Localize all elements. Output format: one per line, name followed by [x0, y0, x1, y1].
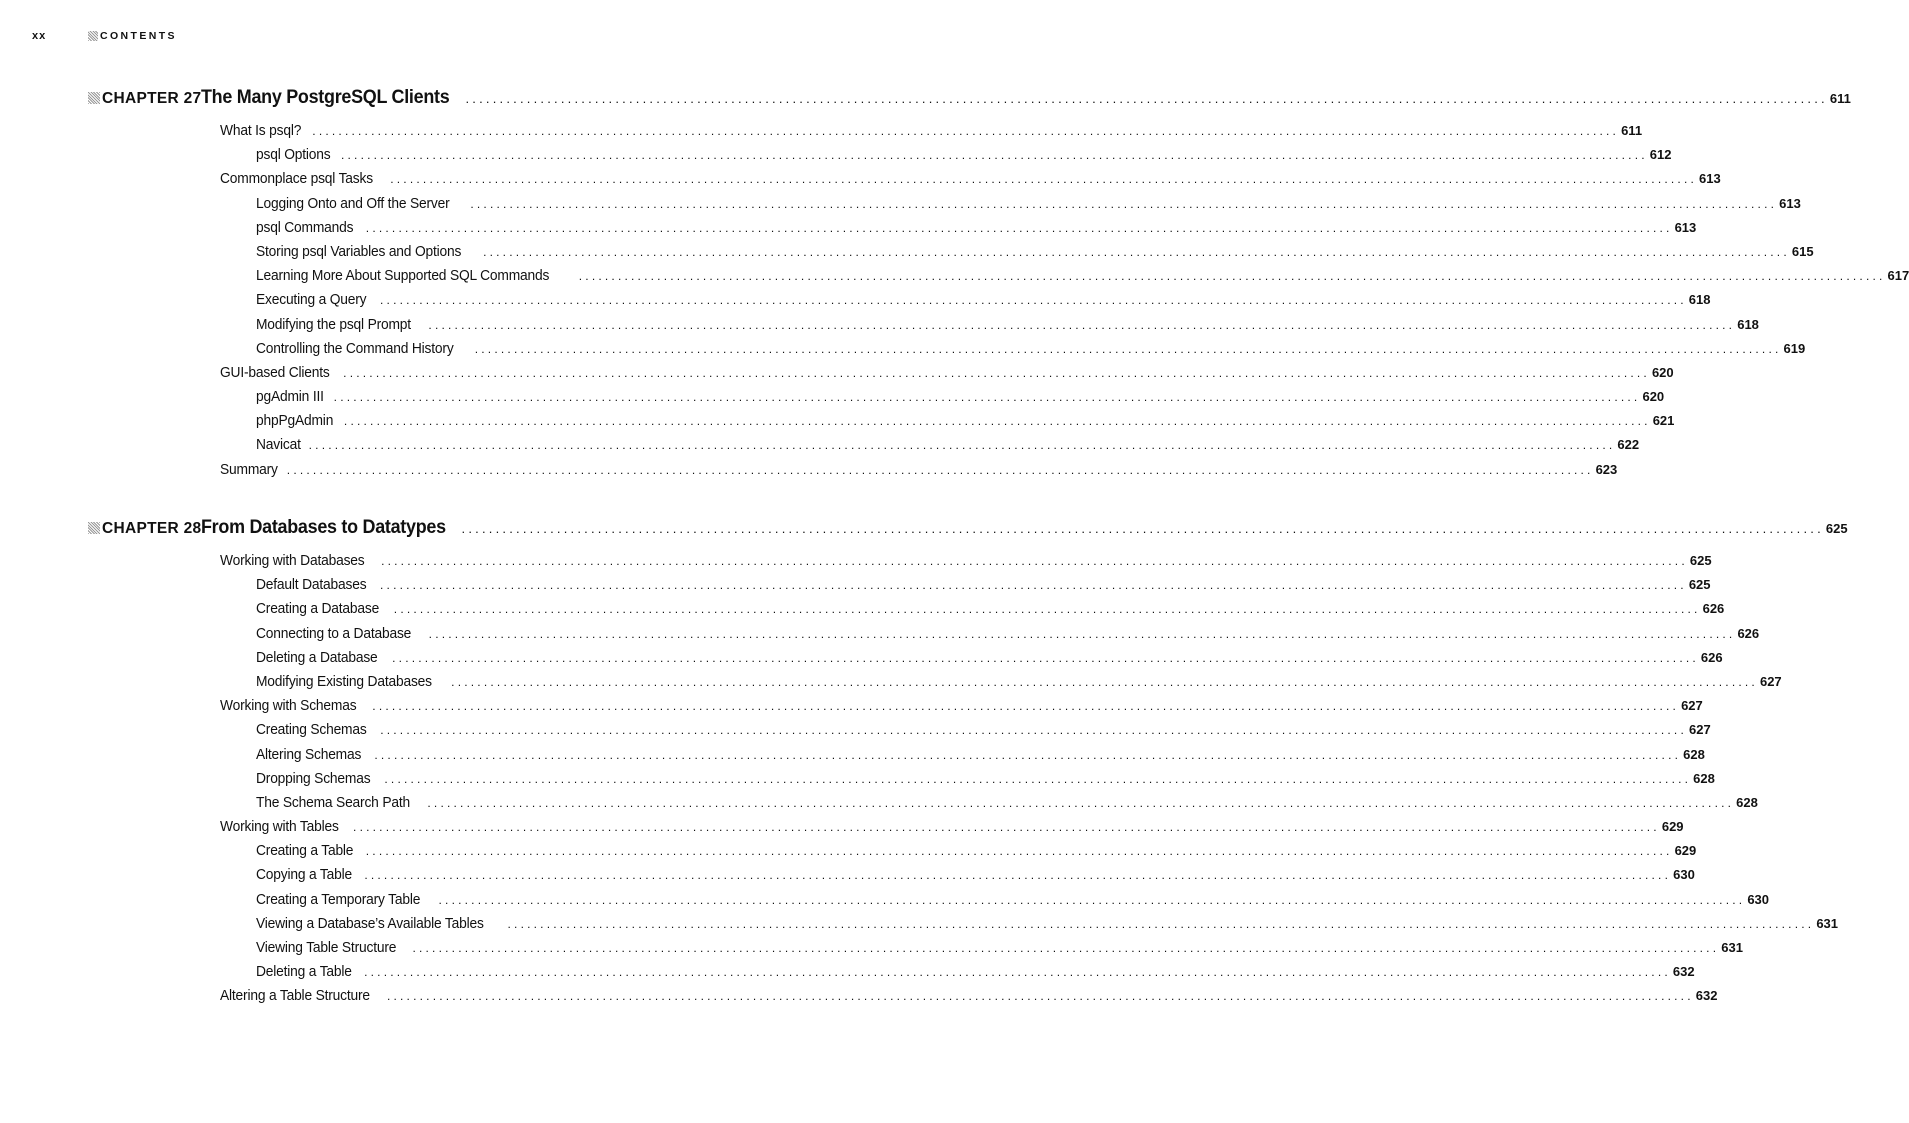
entry-title: Creating Schemas: [256, 721, 367, 739]
entry-title: Viewing Table Structure: [256, 939, 397, 956]
entry-title: phpPgAdmin: [256, 412, 334, 430]
dot-leader: ........................................................................................................................................................................................................: [578, 269, 1886, 284]
entry-title: Executing a Query: [256, 291, 367, 309]
entry-title: Dropping Schemas: [256, 769, 371, 787]
dot-leader: ........................................................................................................................................................................................................: [427, 795, 1735, 810]
entry-page-number: 613: [1699, 171, 1721, 187]
entry-page-number: 618: [1688, 292, 1711, 308]
entry-page-number: 618: [1737, 316, 1759, 332]
toc-subentry[interactable]: [88, 624, 1760, 649]
dot-leader: ........................................................................................................................................................................................................: [365, 220, 1673, 235]
chapter-section: [88, 516, 1848, 1012]
entry-page-number: 630: [1673, 867, 1695, 883]
toc-entry[interactable]: [88, 460, 1618, 485]
chapter-heading[interactable]: [88, 516, 1848, 542]
entry-title: Default Databases: [256, 576, 367, 594]
toc-subentry[interactable]: [88, 267, 1909, 291]
entry-page-number: 621: [1652, 413, 1675, 429]
entry-page-number: 623: [1595, 461, 1618, 477]
entry-title: Deleting a Table: [256, 963, 352, 981]
entry-page-number: 628: [1683, 746, 1705, 762]
entry-list: [88, 552, 1839, 1012]
chapter-page-number: 625: [1825, 521, 1848, 536]
toc-entry[interactable]: [88, 552, 1712, 576]
entry-title: Logging Onto and Off the Server: [256, 194, 450, 212]
toc-subentry[interactable]: [88, 412, 1675, 436]
toc-subentry[interactable]: [88, 194, 1801, 219]
entry-page-number: 631: [1721, 940, 1743, 955]
entry-title: Commonplace psql Tasks: [220, 170, 373, 188]
toc-subentry[interactable]: [88, 914, 1839, 939]
dot-leader: ........................................................................................................................................................................................................: [380, 723, 1687, 738]
entry-title: psql Commands: [256, 218, 354, 236]
entry-page-number: 629: [1674, 843, 1697, 859]
dot-leader: ........................................................................................................................................................................................................: [470, 196, 1778, 211]
dot-leader: ........................................................................................................................................................................................................: [372, 699, 1680, 714]
dot-leader: ........................................................................................................................................................................................................: [428, 626, 1736, 641]
dot-leader: ........................................................................................................................................................................................................: [380, 293, 1687, 308]
dot-leader: ........................................................................................................................................................................................................: [461, 521, 1824, 536]
entry-page-number: 632: [1672, 964, 1695, 980]
entry-title: Viewing a Database’s Available Tables: [256, 914, 484, 932]
toc-subentry[interactable]: [88, 890, 1770, 915]
entry-title: Altering Schemas: [256, 745, 362, 763]
toc-subentry[interactable]: [88, 963, 1695, 987]
entry-page-number: 615: [1791, 243, 1814, 259]
entry-page-number: 611: [1621, 123, 1643, 138]
toc-subentry[interactable]: [88, 291, 1711, 315]
entry-page-number: 613: [1779, 195, 1801, 211]
entry-title: Creating a Database: [256, 600, 380, 618]
entry-title: Copying a Table: [256, 866, 352, 884]
toc-subentry[interactable]: [88, 866, 1695, 890]
entry-page-number: 626: [1700, 649, 1723, 665]
toc-subentry[interactable]: [88, 576, 1711, 600]
toc-subentry[interactable]: [88, 242, 1814, 267]
entry-page-number: 627: [1689, 722, 1711, 738]
entry-page-number: 620: [1651, 364, 1674, 380]
dot-leader: ........................................................................................................................................................................................................: [390, 172, 1698, 187]
chapter-page-number: 611: [1829, 91, 1851, 106]
chapter-title: The Many PostgreSQL Clients: [201, 86, 450, 108]
toc-entry[interactable]: [88, 122, 1643, 146]
entry-page-number: 622: [1617, 437, 1640, 453]
entry-list: [88, 122, 1909, 485]
toc-entry[interactable]: [88, 987, 1718, 1011]
dot-leader: ........................................................................................................................................................................................................: [386, 989, 1694, 1004]
toc-subentry[interactable]: [88, 672, 1782, 697]
entry-title: Working with Schemas: [220, 697, 357, 715]
toc-subentry[interactable]: [88, 388, 1665, 412]
dot-leader: ........................................................................................................................................................................................................: [438, 892, 1746, 907]
dot-leader: ........................................................................................................................................................................................................: [340, 148, 1648, 163]
dot-leader: ........................................................................................................................................................................................................: [384, 771, 1692, 786]
entry-page-number: 626: [1737, 625, 1760, 641]
chapter-heading[interactable]: [88, 86, 1851, 112]
entry-title: The Schema Search Path: [256, 793, 410, 811]
entry-title: GUI-based Clients: [220, 363, 330, 381]
chapter-label-text: CHAPTER 27: [102, 90, 202, 107]
entry-page-number: 627: [1759, 673, 1782, 689]
toc-entry[interactable]: [88, 818, 1684, 842]
entry-page-number: 627: [1681, 698, 1703, 714]
entry-title: Creating a Table: [256, 842, 354, 860]
entry-page-number: 631: [1816, 915, 1839, 931]
toc-subentry[interactable]: [88, 436, 1640, 460]
page-header: [32, 28, 177, 44]
toc-subentry[interactable]: [88, 339, 1806, 364]
entry-title: Controlling the Command History: [256, 339, 454, 357]
page-number: xx: [32, 30, 47, 42]
entry-page-number: 613: [1674, 219, 1697, 235]
dot-leader: ........................................................................................................................................................................................................: [364, 965, 1671, 980]
entry-page-number: 632: [1695, 988, 1718, 1004]
dot-leader: ........................................................................................................................................................................................................: [308, 438, 1616, 453]
dot-leader: ........................................................................................................................................................................................................: [428, 317, 1736, 332]
toc-subentry[interactable]: [88, 648, 1723, 673]
dot-leader: ........................................................................................................................................................................................................: [380, 578, 1687, 593]
dot-leader: ........................................................................................................................................................................................................: [392, 650, 1699, 665]
dot-leader: ........................................................................................................................................................................................................: [343, 414, 1651, 429]
toc-subentry[interactable]: [88, 218, 1697, 243]
dot-leader: ........................................................................................................................................................................................................: [365, 844, 1673, 859]
entry-page-number: 630: [1747, 891, 1770, 907]
toc-subentry[interactable]: [88, 315, 1759, 340]
dot-leader: ........................................................................................................................................................................................................: [333, 390, 1641, 405]
toc-subentry[interactable]: [88, 146, 1672, 170]
hatch-ornament-icon: [88, 522, 100, 534]
toc-entry[interactable]: [88, 170, 1721, 194]
entry-title: What Is psql?: [220, 122, 302, 139]
entry-title: Learning More About Supported SQL Commands: [256, 267, 550, 285]
dot-leader: ........................................................................................................................................................................................................: [286, 462, 1594, 477]
entry-title: Navicat: [256, 436, 301, 454]
dot-leader: ........................................................................................................................................................................................................: [312, 124, 1620, 138]
entry-page-number: 629: [1661, 819, 1684, 835]
dot-leader: ........................................................................................................................................................................................................: [483, 244, 1790, 259]
dot-leader: ........................................................................................................................................................................................................: [412, 941, 1720, 955]
toc-subentry[interactable]: [88, 842, 1697, 866]
chapter-title: From Databases to Datatypes: [201, 516, 447, 538]
toc-subentry[interactable]: [88, 745, 1705, 770]
hatch-ornament-icon: [88, 92, 100, 104]
dot-leader: ........................................................................................................................................................................................................: [381, 554, 1688, 568]
entry-page-number: 612: [1649, 147, 1672, 163]
entry-title: pgAdmin III: [256, 388, 324, 406]
entry-title: Working with Databases: [220, 552, 365, 569]
toc-subentry[interactable]: [88, 769, 1715, 794]
chapter-label: [88, 520, 201, 538]
chapter-label-text: CHAPTER 28: [102, 520, 202, 537]
toc-subentry[interactable]: [88, 793, 1758, 818]
entry-title: Summary: [220, 460, 278, 478]
entry-title: Modifying Existing Databases: [256, 672, 432, 690]
entry-page-number: 625: [1688, 577, 1711, 593]
entry-page-number: 620: [1642, 389, 1665, 405]
entry-title: Altering a Table Structure: [220, 987, 370, 1005]
hatch-ornament-icon: [88, 31, 98, 41]
dot-leader: ........................................................................................................................................................................................................: [353, 820, 1660, 835]
dot-leader: ........................................................................................................................................................................................................: [343, 365, 1650, 380]
entry-title: Connecting to a Database: [256, 624, 412, 642]
entry-page-number: 626: [1702, 601, 1725, 617]
dot-leader: ........................................................................................................................................................................................................: [474, 341, 1782, 356]
entry-title: Creating a Temporary Table: [256, 890, 421, 908]
toc-subentry[interactable]: [88, 721, 1711, 745]
entry-title: Working with Tables: [220, 818, 339, 836]
chapter-section: [88, 86, 1909, 485]
entry-title: Deleting a Database: [256, 648, 378, 666]
toc-entry[interactable]: [88, 697, 1703, 721]
entry-page-number: 617: [1887, 268, 1909, 284]
entry-title: Storing psql Variables and Options: [256, 242, 462, 260]
entry-page-number: 625: [1689, 553, 1712, 568]
chapter-label: [88, 90, 201, 108]
dot-leader: ........................................................................................................................................................................................................: [393, 602, 1701, 617]
dot-leader: ........................................................................................................................................................................................................: [507, 916, 1815, 931]
dot-leader: ........................................................................................................................................................................................................: [364, 868, 1672, 883]
dot-leader: ........................................................................................................................................................................................................: [451, 674, 1758, 689]
dot-leader: ........................................................................................................................................................................................................: [465, 91, 1828, 106]
entry-page-number: 619: [1783, 340, 1806, 356]
running-head: CONTENTS: [100, 30, 177, 42]
toc-entry[interactable]: [88, 363, 1674, 388]
entry-title: Modifying the psql Prompt: [256, 315, 411, 333]
entry-title: psql Options: [256, 146, 331, 164]
toc-subentry[interactable]: [88, 939, 1743, 963]
entry-page-number: 628: [1736, 794, 1758, 810]
toc-subentry[interactable]: [88, 600, 1725, 624]
dot-leader: ........................................................................................................................................................................................................: [374, 747, 1682, 762]
entry-page-number: 628: [1693, 770, 1715, 786]
